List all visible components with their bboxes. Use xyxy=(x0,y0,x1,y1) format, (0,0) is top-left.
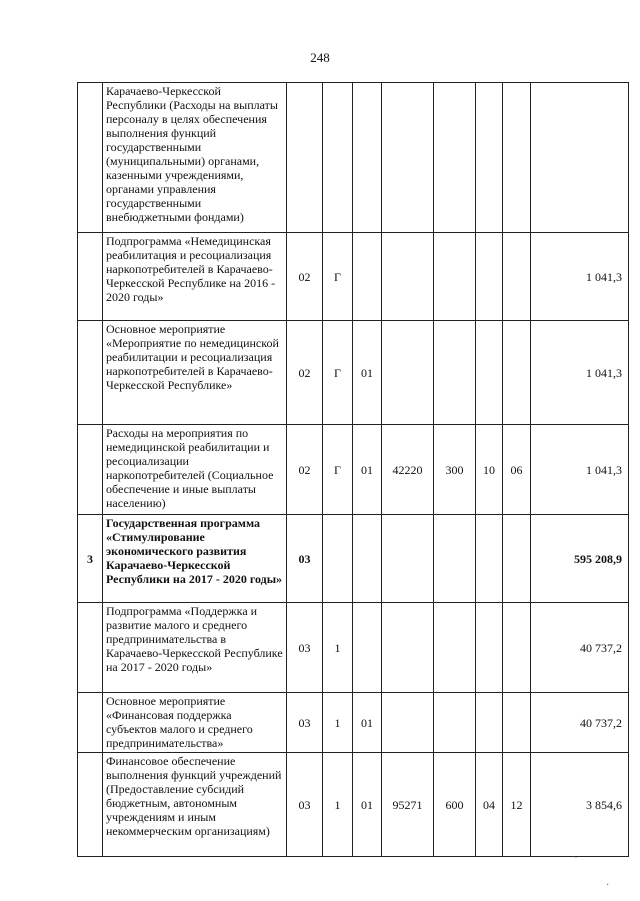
amount-cell: 1 041,3 xyxy=(531,321,629,425)
row-number-cell xyxy=(78,753,103,857)
main-activity-code-cell xyxy=(353,233,382,321)
amount-cell: 595 208,9 xyxy=(531,515,629,603)
subsection-code-cell xyxy=(503,321,531,425)
table-body xyxy=(78,83,629,857)
row-number-cell xyxy=(78,233,103,321)
amount-cell: 1 041,3 xyxy=(531,425,629,515)
expense-type-cell: 300 xyxy=(434,425,476,515)
expense-name-cell: Основное мероприятие «Мероприятие по немедицинской реабилитации и ресоциализация наркопотребителей в Карачаево-Черкесской Республике» xyxy=(103,321,287,425)
subprogram-code-cell xyxy=(323,515,353,603)
amount-cell: 40 737,2 xyxy=(531,603,629,693)
program-code-cell: 03 xyxy=(287,515,323,603)
main-activity-code-cell: 01 xyxy=(353,425,382,515)
section-code-cell xyxy=(476,233,503,321)
scan-mark: ˋ xyxy=(574,856,578,867)
section-code-cell: 04 xyxy=(476,753,503,857)
main-activity-code-cell xyxy=(353,83,382,233)
section-code-cell xyxy=(476,83,503,233)
table-row xyxy=(78,83,629,233)
subsection-code-cell xyxy=(503,515,531,603)
expense-type-cell xyxy=(434,233,476,321)
amount-cell: 3 854,6 xyxy=(531,753,629,857)
budget-table xyxy=(77,82,629,857)
expense-type-cell xyxy=(434,83,476,233)
program-code-cell: 03 xyxy=(287,693,323,753)
section-code-cell xyxy=(476,693,503,753)
main-activity-code-cell xyxy=(353,603,382,693)
row-number-cell xyxy=(78,425,103,515)
subsection-code-cell xyxy=(503,693,531,753)
expense-name-cell: Подпрограмма «Поддержка и развитие малого и среднего предпринимательства в Карачаево-Черкесской Республике на 2017 - 2020 годы» xyxy=(103,603,287,693)
section-code-cell xyxy=(476,515,503,603)
expense-type-cell xyxy=(434,321,476,425)
subprogram-code-cell: 1 xyxy=(323,693,353,753)
subprogram-code-cell: 1 xyxy=(323,603,353,693)
direction-code-cell xyxy=(382,603,434,693)
main-activity-code-cell: 01 xyxy=(353,693,382,753)
section-code-cell xyxy=(476,321,503,425)
table-row xyxy=(78,693,629,753)
table-row xyxy=(78,425,629,515)
subsection-code-cell xyxy=(503,233,531,321)
subprogram-code-cell xyxy=(323,83,353,233)
table-row xyxy=(78,233,629,321)
table-row xyxy=(78,603,629,693)
main-activity-code-cell xyxy=(353,515,382,603)
program-code-cell: 03 xyxy=(287,753,323,857)
table-row xyxy=(78,321,629,425)
subsection-code-cell: 06 xyxy=(503,425,531,515)
direction-code-cell: 42220 xyxy=(382,425,434,515)
scan-dot: · xyxy=(606,880,610,891)
expense-type-cell xyxy=(434,603,476,693)
table-row xyxy=(78,753,629,857)
direction-code-cell xyxy=(382,83,434,233)
subprogram-code-cell: Г xyxy=(323,425,353,515)
expense-type-cell: 600 xyxy=(434,753,476,857)
row-number-cell xyxy=(78,321,103,425)
expense-type-cell xyxy=(434,515,476,603)
program-code-cell: 02 xyxy=(287,233,323,321)
direction-code-cell xyxy=(382,233,434,321)
row-number-cell xyxy=(78,83,103,233)
page-number: 248 xyxy=(310,50,330,65)
subprogram-code-cell: 1 xyxy=(323,753,353,857)
program-code-cell: 02 xyxy=(287,321,323,425)
row-number-cell: 3 xyxy=(78,515,103,603)
amount-cell: 1 041,3 xyxy=(531,233,629,321)
expense-name-cell: Подпрограмма «Немедицинская реабилитация и ресоциализация наркопотребителей в Карачаево-Черкесской Республике на 2016 - 2020 годы» xyxy=(103,233,287,321)
subsection-code-cell: 12 xyxy=(503,753,531,857)
subsection-code-cell xyxy=(503,83,531,233)
main-activity-code-cell: 01 xyxy=(353,753,382,857)
program-code-cell xyxy=(287,83,323,233)
expense-type-cell xyxy=(434,693,476,753)
expense-name-cell: Основное мероприятие «Финансовая поддержка субъектов малого и среднего предпринимательства» xyxy=(103,693,287,753)
amount-cell xyxy=(531,83,629,233)
direction-code-cell: 95271 xyxy=(382,753,434,857)
direction-code-cell xyxy=(382,693,434,753)
section-code-cell xyxy=(476,603,503,693)
subprogram-code-cell: Г xyxy=(323,233,353,321)
expense-name-cell: Расходы на мероприятия по немедицинской реабилитации и ресоциализации наркопотребителей (Социальное обеспечение и иные выплаты населению) xyxy=(103,425,287,515)
section-code-cell: 10 xyxy=(476,425,503,515)
expense-name-cell: Финансовое обеспечение выполнения функций учреждений (Предоставление субсидий бюджетным, автономным учреждениям и иным некоммерческим организациям) xyxy=(103,753,287,857)
table-row xyxy=(78,515,629,603)
program-code-cell: 03 xyxy=(287,603,323,693)
amount-cell: 40 737,2 xyxy=(531,693,629,753)
expense-name-cell: Государственная программа «Стимулирование экономического развития Карачаево-Черкесской Республики на 2017 - 2020 годы» xyxy=(103,515,287,603)
main-activity-code-cell: 01 xyxy=(353,321,382,425)
row-number-cell xyxy=(78,603,103,693)
program-code-cell: 02 xyxy=(287,425,323,515)
direction-code-cell xyxy=(382,515,434,603)
row-number-cell xyxy=(78,693,103,753)
subprogram-code-cell: Г xyxy=(323,321,353,425)
direction-code-cell xyxy=(382,321,434,425)
subsection-code-cell xyxy=(503,603,531,693)
expense-name-cell: Карачаево-Черкесской Республики (Расходы на выплаты персоналу в целях обеспечения выполнения функций государственными (муниципальными) органами, казенными учреждениями, органами управления государственными внебюджетными фондами) xyxy=(103,83,287,233)
